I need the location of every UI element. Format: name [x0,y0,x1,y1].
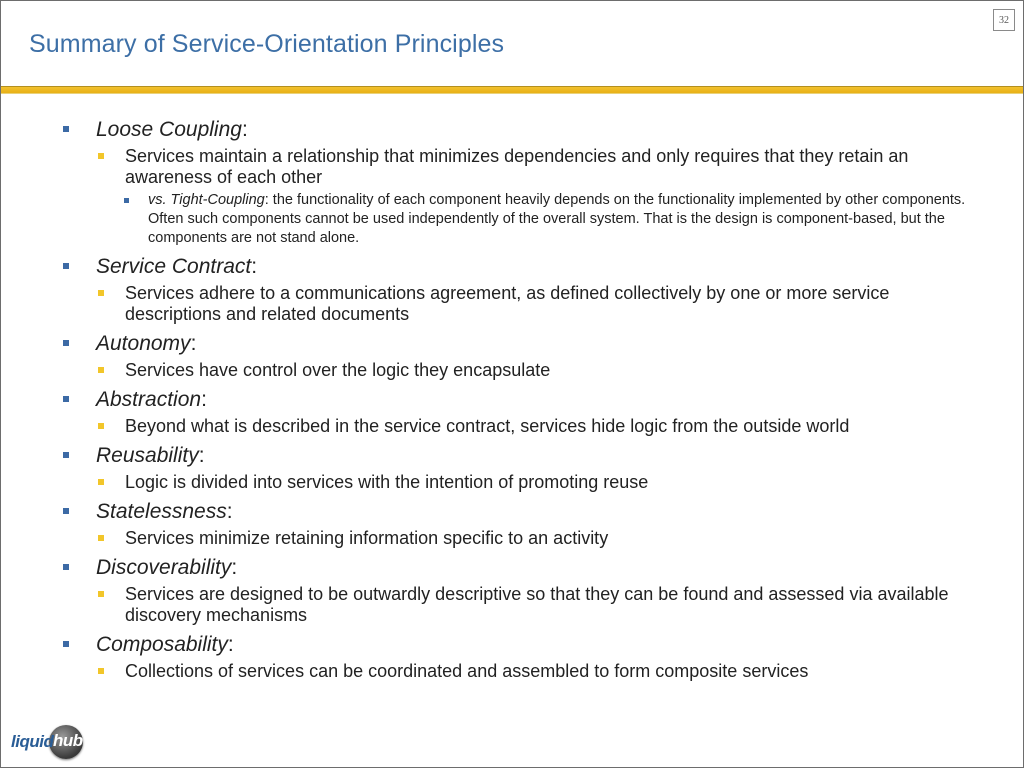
square-bullet-icon [98,423,104,429]
principle-detail-text: Logic is divided into services with the intention of promoting reuse [125,472,649,492]
principle-reusability [63,443,993,468]
subdetail-text: : the functionality of each component heavily depends on the functionality implemented by other components. Often such components cannot be used independently of the overall system. That is the design is component-based, but the components are not stand alone. [148,192,966,246]
liquidhub-logo [9,723,89,761]
subdetail-term: vs. Tight-Coupling [148,192,265,208]
principle-detail [63,360,993,381]
principle-colon: : [201,388,207,411]
principle-detail [63,416,993,437]
square-bullet-icon [98,535,104,541]
principle-detail-text: Beyond what is described in the service contract, services hide logic from the outside world [125,416,850,436]
principle-detail-text: Collections of services can be coordinated and assembled to form composite services [125,661,809,681]
principle-term: Autonomy [96,332,191,355]
principle-detail-text: Services are designed to be outwardly descriptive so that they can be found and assessed via available discovery mechanisms [125,584,949,625]
principle-colon: : [198,444,205,467]
logo-word-hub: hub [53,731,83,750]
square-bullet-icon [63,263,69,269]
slide-title: Summary of Service-Orientation Principles [29,30,505,58]
square-bullet-icon [98,153,104,159]
principle-detail [63,472,993,493]
principle-detail-text: Services have control over the logic they encapsulate [125,360,551,380]
square-bullet-icon [63,340,69,346]
principle-detail [63,528,993,549]
square-bullet-icon [63,126,69,132]
principle-colon: : [231,556,238,579]
principle-term: Reusability [96,444,199,467]
principle-detail-text: Services minimize retaining information specific to an activity [125,528,609,548]
header-divider-bar [1,86,1023,94]
principle-statelessness [63,499,993,524]
principle-composability [63,632,993,657]
square-bullet-icon [98,479,104,485]
principle-service-contract [63,254,993,279]
principle-colon: : [190,332,197,355]
principle-detail [63,146,993,188]
square-bullet-icon [98,668,104,674]
square-bullet-icon [124,198,129,203]
principle-loose-coupling [63,117,993,142]
principle-detail-text: Services maintain a relationship that minimizes dependencies and only requires that they retain an awareness of each other [125,146,909,187]
principle-colon: : [227,633,234,656]
principle-detail [63,283,993,325]
square-bullet-icon [63,641,69,647]
square-bullet-icon [63,396,69,402]
principle-abstraction [63,387,993,412]
page-number: 32 [993,9,1015,31]
principle-colon: : [241,118,248,141]
principle-discoverability [63,555,993,580]
principle-detail [63,584,993,626]
principle-subdetail [63,191,993,248]
bullet-list [63,117,993,682]
logo-word-liquid: liquid [11,732,54,751]
principle-term: Discoverability [96,556,232,579]
principle-autonomy [63,331,993,356]
principle-term: Abstraction [96,388,202,411]
principle-term: Service Contract [96,255,252,278]
principle-term: Composability [96,633,228,656]
principle-term: Loose Coupling [96,118,242,141]
principle-colon: : [251,255,258,278]
square-bullet-icon [98,367,104,373]
square-bullet-icon [63,508,69,514]
principle-detail [63,661,993,682]
principle-colon: : [226,500,233,523]
square-bullet-icon [63,564,69,570]
square-bullet-icon [63,452,69,458]
principle-term: Statelessness [96,500,227,523]
square-bullet-icon [98,591,104,597]
square-bullet-icon [98,290,104,296]
principle-detail-text: Services adhere to a communications agreement, as defined collectively by one or more service descriptions and related documents [125,283,890,324]
